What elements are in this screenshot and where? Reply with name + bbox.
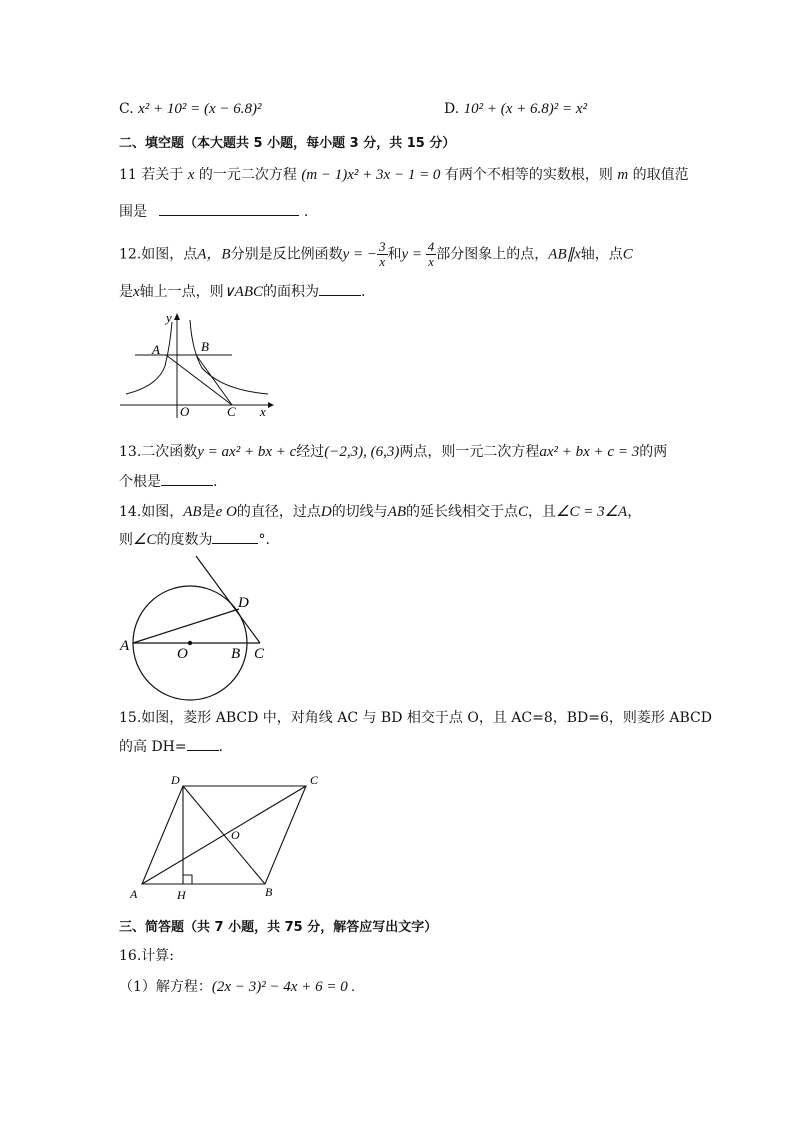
hyperbola-right-branch <box>190 320 268 394</box>
question-14-line-2 <box>119 529 270 550</box>
q14-var: D <box>320 504 332 520</box>
label-y: y <box>166 310 172 325</box>
q14-var: AB <box>183 504 202 520</box>
q14-text: ， <box>627 504 642 520</box>
q14-text: 的度数为 <box>156 532 213 548</box>
q14-text: 的直径，过点 <box>236 504 321 520</box>
q14-var: C <box>518 504 529 520</box>
q13-text: 13.二次函数 <box>119 444 198 460</box>
question-15-line-2 <box>119 736 223 757</box>
center-point <box>188 641 192 645</box>
q13-equation: ax² + bx + c = 3 <box>539 444 640 460</box>
label-h: H <box>177 888 186 901</box>
question-11-line-2 <box>119 201 308 222</box>
q11-text: 围是 <box>119 204 147 220</box>
q14-condition: ∠C = 3∠A <box>556 504 628 520</box>
q11-equation: (m − 1)x² + 3x − 1 = 0 <box>301 167 441 183</box>
answer-blank[interactable] <box>212 529 258 544</box>
section-heading-fill-in: 二、填空题（本大题共 5 小题，每小题 3 分，共 15 分） <box>119 136 456 151</box>
q14-var: AB <box>387 504 407 520</box>
label-b: B <box>231 646 241 662</box>
label-o: O <box>177 646 188 662</box>
q12-var: x <box>133 284 140 300</box>
label-d: D <box>171 773 180 787</box>
q13-text: . <box>213 474 218 490</box>
q12-text: 的面积为 <box>262 284 319 300</box>
q11-var: m <box>617 167 629 183</box>
label-a: A <box>120 638 130 654</box>
question-16-part-1 <box>119 977 355 997</box>
option-d <box>444 99 587 119</box>
q11-text: 有两个不相等的实数根，则 <box>444 167 613 183</box>
q14-text: °. <box>258 532 270 548</box>
option-d-formula: 10² + (x + 6.8)² = x² <box>463 101 588 117</box>
q15-text: . <box>218 739 224 755</box>
label-b: B <box>201 339 209 354</box>
label-d: D <box>238 595 249 611</box>
figure-12-hyperbola <box>118 308 278 420</box>
q11-text: . <box>303 204 309 220</box>
q12-func: y = − <box>342 246 377 263</box>
numerator: 3 <box>379 239 386 254</box>
label-a: A <box>152 342 160 357</box>
fraction <box>426 240 437 269</box>
q14-circle: e O <box>215 504 237 520</box>
q14-text: 的切线与 <box>331 504 388 520</box>
question-13-line-1 <box>119 442 667 462</box>
q13-text: 个根是 <box>119 474 161 490</box>
option-c-formula: x² + 10² = (x − 6.8)² <box>138 101 262 117</box>
answer-blank[interactable] <box>161 471 213 486</box>
label-c: C <box>227 404 236 419</box>
q11-var: x <box>187 167 195 183</box>
question-15-line-1: 15.如图，菱形 ABCD 中，对角线 AC 与 BD 相交于点 O，且 AC=8，BD=6，则菱形 ABCD <box>119 710 712 726</box>
q11-text: 若关于 <box>141 167 184 183</box>
q16-part-label: （1）解方程： <box>119 979 212 995</box>
q14-text: 的延长线相交于点 <box>406 504 519 520</box>
answer-blank[interactable] <box>187 736 219 751</box>
q12-text: 轴，点 <box>580 246 623 263</box>
q14-text: 则 <box>119 532 133 548</box>
q12-text: 轴上一点，则 <box>139 284 224 300</box>
fraction <box>377 240 388 269</box>
q13-text: 的两 <box>639 444 668 460</box>
question-number: 11 <box>119 167 137 183</box>
y-axis-arrow <box>174 313 180 320</box>
numerator: 4 <box>427 239 435 254</box>
q14-text: ，且 <box>528 504 557 520</box>
q14-text: 是 <box>201 504 216 520</box>
q11-text: 的一元二次方程 <box>198 167 297 183</box>
q14-angle: ∠C <box>133 532 157 548</box>
q12-func: y = <box>401 246 426 263</box>
chord-ad <box>133 609 239 643</box>
diagonal-bd <box>183 786 265 884</box>
option-d-label: D. <box>444 101 460 117</box>
option-c-label: C. <box>119 101 134 117</box>
option-c <box>119 99 262 119</box>
q14-text: 14.如图， <box>119 504 184 520</box>
question-12-line-1 <box>119 240 633 269</box>
question-13-line-2 <box>119 471 217 492</box>
label-c: C <box>310 773 319 787</box>
q15-text: 的高 DH= <box>119 739 187 755</box>
question-11-line-1 <box>119 165 689 185</box>
label-b: B <box>265 885 273 899</box>
q12-triangle: ∨ABC <box>223 284 263 300</box>
figure-15-rhombus <box>126 766 331 901</box>
answer-blank[interactable] <box>319 281 361 296</box>
q12-text: . <box>360 284 366 300</box>
q12-text: 12.如图，点 <box>119 246 198 263</box>
x-axis-arrow <box>268 402 274 408</box>
q12-text: 和 <box>387 246 402 263</box>
q13-text: 经过 <box>296 444 325 460</box>
segment-bc <box>196 355 232 405</box>
q12-parallel: AB∥x <box>548 246 581 263</box>
q12-text: 是 <box>119 284 133 300</box>
q16-equation: (2x − 3)² − 4x + 6 = 0 . <box>211 979 356 995</box>
q13-text: 两点，则一元二次方程 <box>399 444 540 460</box>
q12-text: 部分图象上的点， <box>436 246 549 263</box>
q12-point: C <box>622 246 633 263</box>
answer-blank[interactable] <box>159 201 299 216</box>
q11-text: 的取值范 <box>632 167 689 183</box>
q12-text: 分别是反比例函数 <box>230 246 343 263</box>
label-c: C <box>254 646 265 662</box>
label-o: O <box>180 404 190 419</box>
label-o: O <box>231 828 240 842</box>
right-angle-mark <box>183 875 192 884</box>
q13-points: (−2,3), (6,3) <box>324 444 400 460</box>
section-heading-short-answer: 三、简答题（共 7 小题，共 75 分，解答应写出文字） <box>119 920 438 935</box>
q12-points: A，B <box>197 246 231 263</box>
label-a: A <box>130 887 138 901</box>
denominator: x <box>428 254 434 269</box>
label-x: x <box>260 404 266 419</box>
question-16-title: 16.计算: <box>119 948 174 964</box>
denominator: x <box>379 254 386 269</box>
tangent-line <box>196 556 260 643</box>
q13-func: y = ax² + bx + c <box>197 444 297 460</box>
question-14-line-1 <box>119 502 641 522</box>
question-12-line-2 <box>119 281 365 302</box>
hyperbola-left-branch <box>126 322 172 394</box>
figure-14-circle-tangent <box>118 554 278 704</box>
